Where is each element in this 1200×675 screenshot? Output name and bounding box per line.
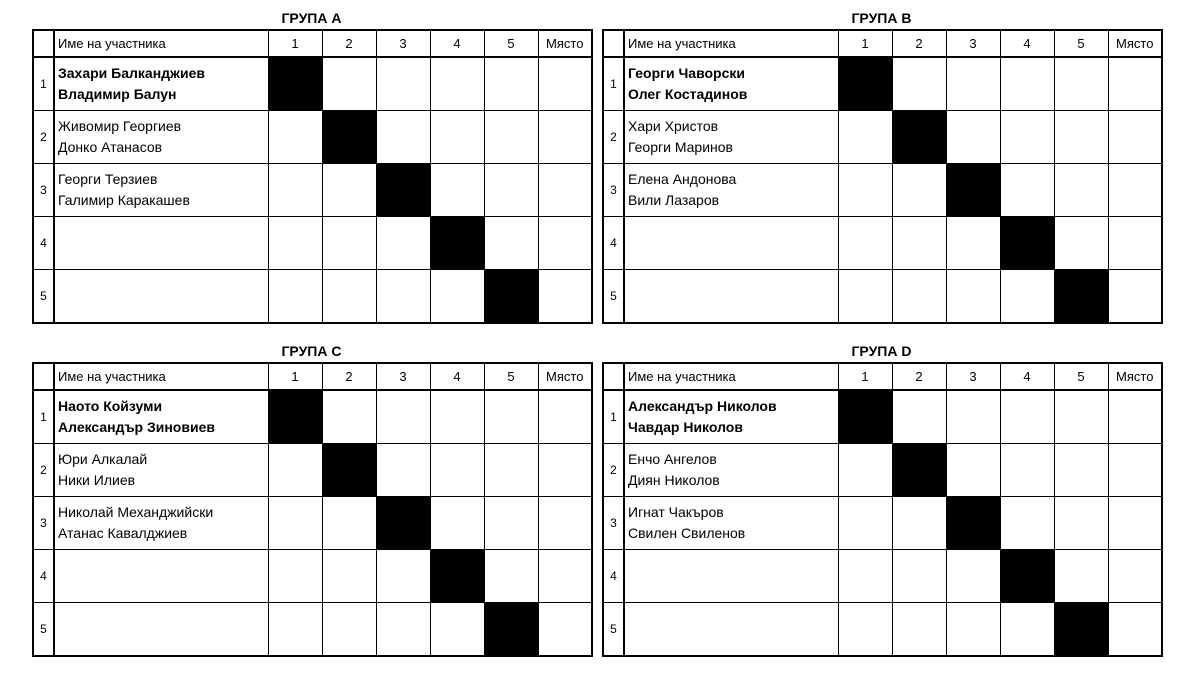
match-result-cell[interactable] <box>484 444 538 497</box>
match-result-cell[interactable] <box>838 444 892 497</box>
match-result-cell[interactable] <box>838 550 892 603</box>
place-cell[interactable] <box>538 444 592 497</box>
match-result-cell[interactable] <box>946 270 1000 324</box>
self-match-blocked-cell <box>892 444 946 497</box>
match-result-cell[interactable] <box>322 217 376 270</box>
match-result-cell[interactable] <box>484 390 538 444</box>
row-number: 5 <box>603 603 624 657</box>
participant-name-cell[interactable] <box>54 270 268 324</box>
place-cell[interactable] <box>1108 270 1162 324</box>
participant-row <box>603 164 1162 217</box>
header-place: Място <box>1108 30 1162 57</box>
participant-name-cell[interactable] <box>54 390 268 444</box>
match-result-cell[interactable] <box>1000 164 1054 217</box>
match-result-cell[interactable] <box>430 270 484 324</box>
match-result-cell[interactable] <box>430 497 484 550</box>
match-result-cell[interactable] <box>892 603 946 657</box>
match-result-cell[interactable] <box>430 390 484 444</box>
header-name: Име на участника <box>624 363 838 390</box>
header-place: Място <box>538 30 592 57</box>
participant-name-cell[interactable] <box>624 390 838 444</box>
row-number: 4 <box>33 550 54 603</box>
row-number: 5 <box>33 603 54 657</box>
header-round-3: 3 <box>376 30 430 57</box>
participant-line-2: Чавдар Николов <box>628 419 743 435</box>
row-number: 1 <box>603 390 624 444</box>
match-result-cell[interactable] <box>1054 217 1108 270</box>
self-match-blocked-cell <box>838 57 892 111</box>
match-result-cell[interactable] <box>838 164 892 217</box>
header-round-1: 1 <box>838 30 892 57</box>
self-match-blocked-cell <box>268 57 322 111</box>
match-result-cell[interactable] <box>268 164 322 217</box>
row-number: 1 <box>33 57 54 111</box>
match-result-cell[interactable] <box>268 550 322 603</box>
match-result-cell[interactable] <box>268 270 322 324</box>
place-cell[interactable] <box>1108 603 1162 657</box>
match-result-cell[interactable] <box>1000 390 1054 444</box>
match-result-cell[interactable] <box>1054 164 1108 217</box>
self-match-blocked-cell <box>430 217 484 270</box>
participant-line-1: Енчо Ангелов <box>628 451 717 467</box>
participant-row <box>603 603 1162 657</box>
participant-name-cell[interactable] <box>54 603 268 657</box>
participant-name-cell[interactable] <box>54 550 268 603</box>
match-result-cell[interactable] <box>322 270 376 324</box>
match-result-cell[interactable] <box>892 497 946 550</box>
participant-line-1: Живомир Георгиев <box>58 118 182 134</box>
participant-line-1: Хари Христов <box>628 118 719 134</box>
header-round-3: 3 <box>946 363 1000 390</box>
participant-row <box>603 270 1162 324</box>
match-result-cell[interactable] <box>322 164 376 217</box>
participant-line-1: Александър Николов <box>628 398 777 414</box>
self-match-blocked-cell <box>1000 550 1054 603</box>
group-title: ГРУПА В <box>851 10 912 26</box>
match-result-cell[interactable] <box>268 603 322 657</box>
match-result-cell[interactable] <box>322 390 376 444</box>
place-cell[interactable] <box>1108 550 1162 603</box>
row-number: 2 <box>33 444 54 497</box>
header-round-3: 3 <box>946 30 1000 57</box>
match-result-cell[interactable] <box>268 111 322 164</box>
header-row <box>33 30 592 57</box>
place-cell[interactable] <box>1108 111 1162 164</box>
participant-row <box>603 550 1162 603</box>
match-result-cell[interactable] <box>946 57 1000 111</box>
participant-row <box>33 217 592 270</box>
match-result-cell[interactable] <box>376 550 430 603</box>
match-result-cell[interactable] <box>484 550 538 603</box>
header-round-5: 5 <box>484 363 538 390</box>
match-result-cell[interactable] <box>268 217 322 270</box>
participant-line-1: Николай Механджийски <box>58 504 214 520</box>
match-result-cell[interactable] <box>1000 497 1054 550</box>
match-result-cell[interactable] <box>1054 444 1108 497</box>
header-corner <box>33 30 54 57</box>
header-row <box>603 30 1162 57</box>
row-number: 1 <box>33 390 54 444</box>
self-match-blocked-cell <box>268 390 322 444</box>
match-result-cell[interactable] <box>376 111 430 164</box>
participant-row <box>33 497 592 550</box>
match-result-cell[interactable] <box>1054 550 1108 603</box>
participant-row <box>33 550 592 603</box>
row-number: 4 <box>33 217 54 270</box>
header-round-2: 2 <box>322 30 376 57</box>
place-cell[interactable] <box>1108 164 1162 217</box>
header-round-4: 4 <box>1000 363 1054 390</box>
match-result-cell[interactable] <box>484 57 538 111</box>
place-cell[interactable] <box>1108 57 1162 111</box>
self-match-blocked-cell <box>838 390 892 444</box>
group-title: ГРУПА А <box>281 10 342 26</box>
header-round-2: 2 <box>892 363 946 390</box>
participant-line-2: Олег Костадинов <box>628 86 748 102</box>
match-result-cell[interactable] <box>430 444 484 497</box>
results-table <box>32 29 593 324</box>
row-number: 5 <box>33 270 54 324</box>
participant-line-2: Георги Маринов <box>628 139 733 155</box>
match-result-cell[interactable] <box>484 164 538 217</box>
participant-line-2: Александър Зиновиев <box>58 419 215 435</box>
row-number: 1 <box>603 57 624 111</box>
match-result-cell[interactable] <box>376 444 430 497</box>
header-corner <box>603 363 624 390</box>
match-result-cell[interactable] <box>838 603 892 657</box>
header-round-1: 1 <box>268 30 322 57</box>
participant-line-1: Захари Балканджиев <box>58 65 205 81</box>
participant-line-2: Владимир Балун <box>58 86 177 102</box>
participant-line-1: Игнат Чакъров <box>628 504 724 520</box>
match-result-cell[interactable] <box>892 390 946 444</box>
self-match-blocked-cell <box>484 270 538 324</box>
participant-line-2: Диян Николов <box>628 472 720 488</box>
participant-row <box>33 444 592 497</box>
header-round-1: 1 <box>268 363 322 390</box>
self-match-blocked-cell <box>430 550 484 603</box>
participant-name-cell[interactable] <box>624 217 838 270</box>
header-round-2: 2 <box>892 30 946 57</box>
self-match-blocked-cell <box>376 497 430 550</box>
participant-line-2: Ники Илиев <box>58 472 136 488</box>
header-corner <box>33 363 54 390</box>
match-result-cell[interactable] <box>838 111 892 164</box>
participant-row <box>33 603 592 657</box>
participant-row <box>603 217 1162 270</box>
participant-line-2: Атанас Кавалджиев <box>58 525 188 541</box>
participant-line-1: Георги Терзиев <box>58 171 158 187</box>
header-round-5: 5 <box>1054 363 1108 390</box>
header-round-2: 2 <box>322 363 376 390</box>
group-a-panel <box>32 7 591 324</box>
header-place: Място <box>1108 363 1162 390</box>
match-result-cell[interactable] <box>946 111 1000 164</box>
header-corner <box>603 30 624 57</box>
match-result-cell[interactable] <box>322 497 376 550</box>
match-result-cell[interactable] <box>376 57 430 111</box>
self-match-blocked-cell <box>322 444 376 497</box>
place-cell[interactable] <box>538 603 592 657</box>
participant-name-cell[interactable] <box>624 111 838 164</box>
match-result-cell[interactable] <box>892 270 946 324</box>
match-result-cell[interactable] <box>1000 444 1054 497</box>
match-result-cell[interactable] <box>484 497 538 550</box>
row-number: 2 <box>33 111 54 164</box>
participant-name-cell[interactable] <box>624 270 838 324</box>
match-result-cell[interactable] <box>484 217 538 270</box>
participant-row <box>603 57 1162 111</box>
self-match-blocked-cell <box>1054 603 1108 657</box>
row-number: 3 <box>603 497 624 550</box>
participant-name-cell[interactable] <box>54 111 268 164</box>
match-result-cell[interactable] <box>376 270 430 324</box>
place-cell[interactable] <box>538 390 592 444</box>
participant-row <box>603 497 1162 550</box>
match-result-cell[interactable] <box>946 550 1000 603</box>
match-result-cell[interactable] <box>946 390 1000 444</box>
participant-row <box>603 444 1162 497</box>
place-cell[interactable] <box>538 217 592 270</box>
header-round-3: 3 <box>376 363 430 390</box>
row-number: 3 <box>33 164 54 217</box>
place-cell[interactable] <box>538 164 592 217</box>
match-result-cell[interactable] <box>1000 270 1054 324</box>
match-result-cell[interactable] <box>838 217 892 270</box>
participant-name-cell[interactable] <box>54 444 268 497</box>
match-result-cell[interactable] <box>892 164 946 217</box>
match-result-cell[interactable] <box>1000 111 1054 164</box>
place-cell[interactable] <box>1108 217 1162 270</box>
row-number: 4 <box>603 217 624 270</box>
match-result-cell[interactable] <box>1000 603 1054 657</box>
participant-name-cell[interactable] <box>624 444 838 497</box>
results-table <box>32 362 593 657</box>
place-cell[interactable] <box>1108 444 1162 497</box>
participant-row <box>33 57 592 111</box>
header-name: Име на участника <box>54 363 268 390</box>
row-number: 2 <box>603 444 624 497</box>
match-result-cell[interactable] <box>376 390 430 444</box>
header-row <box>33 363 592 390</box>
participant-row <box>33 111 592 164</box>
place-cell[interactable] <box>538 57 592 111</box>
participant-name-cell[interactable] <box>54 57 268 111</box>
results-table <box>602 362 1163 657</box>
participant-line-1: Наото Койзуми <box>58 398 163 414</box>
group-title: ГРУПА D <box>851 343 912 359</box>
match-result-cell[interactable] <box>1054 390 1108 444</box>
match-result-cell[interactable] <box>1054 57 1108 111</box>
self-match-blocked-cell <box>892 111 946 164</box>
participant-row <box>33 390 592 444</box>
participant-line-2: Вили Лазаров <box>628 192 720 208</box>
participant-name-cell[interactable] <box>624 57 838 111</box>
match-result-cell[interactable] <box>892 57 946 111</box>
group-title: ГРУПА С <box>281 343 342 359</box>
row-number: 3 <box>33 497 54 550</box>
header-name: Име на участника <box>624 30 838 57</box>
participant-name-cell[interactable] <box>624 497 838 550</box>
participant-row <box>33 270 592 324</box>
header-round-4: 4 <box>430 30 484 57</box>
match-result-cell[interactable] <box>430 111 484 164</box>
place-cell[interactable] <box>1108 497 1162 550</box>
match-result-cell[interactable] <box>946 217 1000 270</box>
match-result-cell[interactable] <box>484 111 538 164</box>
participant-line-1: Елена Андонова <box>628 171 737 187</box>
self-match-blocked-cell <box>1000 217 1054 270</box>
participant-row <box>603 390 1162 444</box>
participant-name-cell[interactable] <box>624 550 838 603</box>
match-result-cell[interactable] <box>1054 497 1108 550</box>
match-result-cell[interactable] <box>838 270 892 324</box>
match-result-cell[interactable] <box>1054 111 1108 164</box>
match-result-cell[interactable] <box>376 217 430 270</box>
participant-line-2: Донко Атанасов <box>58 139 163 155</box>
group-c-panel <box>32 340 591 657</box>
match-result-cell[interactable] <box>892 217 946 270</box>
participant-line-1: Георги Чаворски <box>628 65 745 81</box>
participant-row <box>33 164 592 217</box>
self-match-blocked-cell <box>946 164 1000 217</box>
participant-name-cell[interactable] <box>54 217 268 270</box>
header-round-5: 5 <box>1054 30 1108 57</box>
participant-name-cell[interactable] <box>54 497 268 550</box>
place-cell[interactable] <box>1108 390 1162 444</box>
participant-line-1: Юри Алкалай <box>58 451 148 467</box>
participant-name-cell[interactable] <box>624 603 838 657</box>
match-result-cell[interactable] <box>322 603 376 657</box>
match-result-cell[interactable] <box>268 497 322 550</box>
match-result-cell[interactable] <box>1000 57 1054 111</box>
match-result-cell[interactable] <box>430 57 484 111</box>
participant-row <box>603 111 1162 164</box>
header-round-1: 1 <box>838 363 892 390</box>
header-round-5: 5 <box>484 30 538 57</box>
match-result-cell[interactable] <box>946 444 1000 497</box>
results-table <box>602 29 1163 324</box>
participant-line-2: Свилен Свиленов <box>628 525 746 541</box>
group-b-panel <box>602 7 1161 324</box>
place-cell[interactable] <box>538 270 592 324</box>
participant-name-cell[interactable] <box>624 164 838 217</box>
header-round-4: 4 <box>1000 30 1054 57</box>
place-cell[interactable] <box>538 550 592 603</box>
header-name: Име на участника <box>54 30 268 57</box>
match-result-cell[interactable] <box>946 603 1000 657</box>
group-d-panel <box>602 340 1161 657</box>
row-number: 2 <box>603 111 624 164</box>
match-result-cell[interactable] <box>430 164 484 217</box>
match-result-cell[interactable] <box>892 550 946 603</box>
match-result-cell[interactable] <box>322 57 376 111</box>
header-row <box>603 363 1162 390</box>
self-match-blocked-cell <box>322 111 376 164</box>
match-result-cell[interactable] <box>838 497 892 550</box>
row-number: 5 <box>603 270 624 324</box>
header-round-4: 4 <box>430 363 484 390</box>
match-result-cell[interactable] <box>268 444 322 497</box>
participant-name-cell[interactable] <box>54 164 268 217</box>
self-match-blocked-cell <box>1054 270 1108 324</box>
match-result-cell[interactable] <box>430 603 484 657</box>
self-match-blocked-cell <box>376 164 430 217</box>
row-number: 3 <box>603 164 624 217</box>
row-number: 4 <box>603 550 624 603</box>
place-cell[interactable] <box>538 111 592 164</box>
self-match-blocked-cell <box>946 497 1000 550</box>
participant-line-2: Галимир Каракашев <box>58 192 190 208</box>
match-result-cell[interactable] <box>376 603 430 657</box>
header-place: Място <box>538 363 592 390</box>
place-cell[interactable] <box>538 497 592 550</box>
match-result-cell[interactable] <box>322 550 376 603</box>
self-match-blocked-cell <box>484 603 538 657</box>
